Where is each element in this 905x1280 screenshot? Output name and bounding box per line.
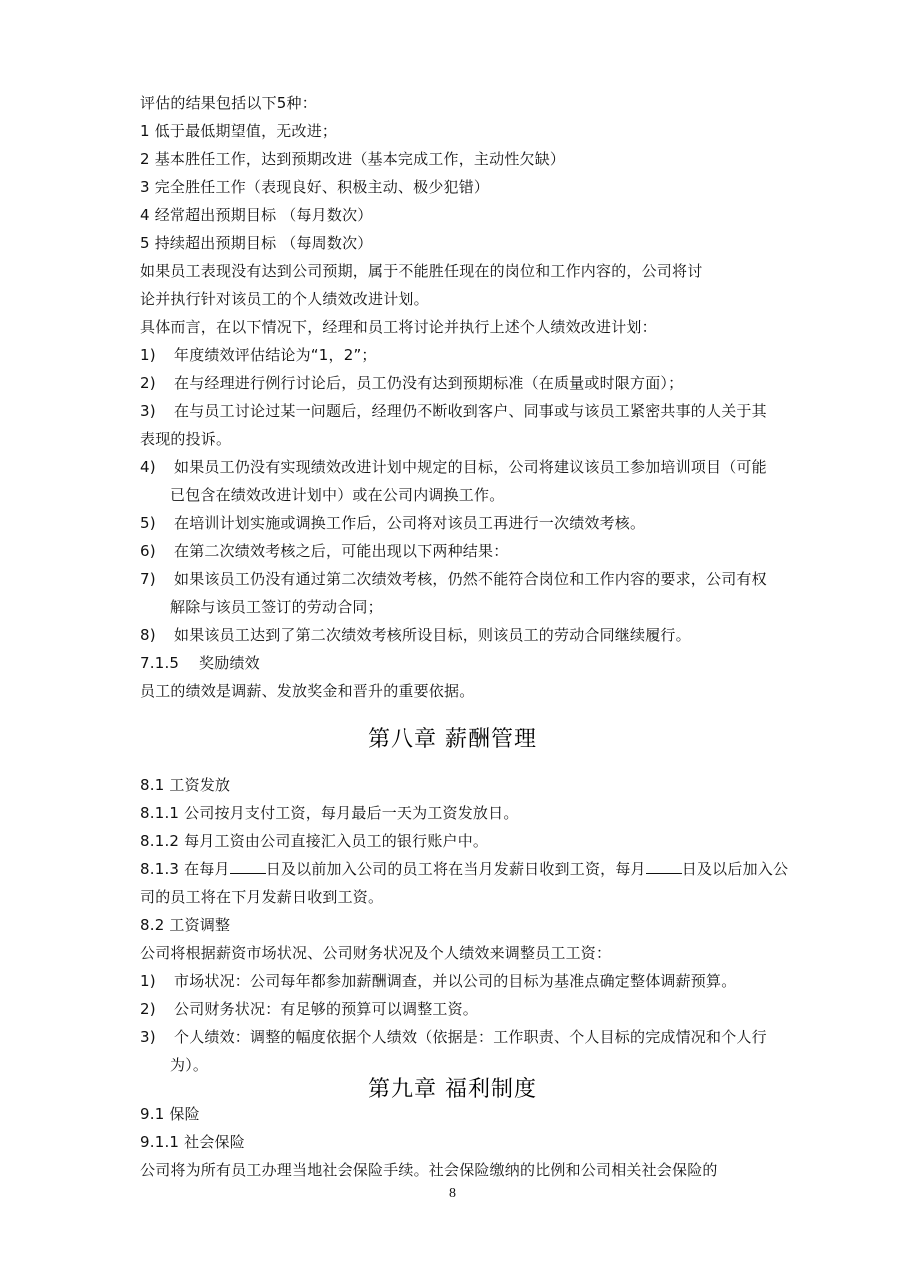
section-9-1-1-heading: 9.1.1 社会保险 [140, 1133, 245, 1151]
salary-item-2-number: 2) [140, 1000, 156, 1018]
item-1-number: 1) [140, 346, 156, 364]
salary-item-1-text: 市场状况：公司每年都参加薪酬调查，并以公司的目标为基准点确定整体调薪预算。 [174, 972, 737, 990]
salary-item-3-number: 3) [140, 1028, 156, 1046]
item-8-number: 8) [140, 626, 156, 644]
result-3: 3 完全胜任工作（表现良好、积极主动、极少犯错） [140, 178, 490, 196]
item-3-continuation: 表现的投诉。 [140, 430, 232, 448]
section-8-1-3 [140, 859, 800, 879]
item-3-number: 3) [140, 402, 156, 420]
section-8-1-3-part-a: 8.1.3 在每月 [140, 860, 230, 878]
item-5-number: 5) [140, 514, 156, 532]
chapter-8-title: 第八章 薪酬管理 [368, 727, 537, 752]
salary-item-3-continuation: 为）。 [170, 1056, 209, 1074]
section-9-1-1-text: 公司将为所有员工办理当地社会保险手续。社会保险缴纳的比例和公司相关社会保险的 [140, 1161, 718, 1179]
result-1: 1 低于最低期望值，无改进； [140, 122, 338, 140]
section-9-1-heading: 9.1 保险 [140, 1105, 200, 1123]
item-8-text: 如果该员工达到了第二次绩效考核所设目标，则该员工的劳动合同继续履行。 [174, 626, 691, 644]
section-8-1-heading: 8.1 工资发放 [140, 776, 231, 794]
intro-text: 评估的结果包括以下5种： [140, 94, 317, 112]
section-7-1-5-text: 员工的绩效是调薪、发放奖金和晋升的重要依据。 [140, 682, 475, 700]
item-2-number: 2) [140, 374, 156, 392]
section-8-2-heading: 8.2 工资调整 [140, 916, 231, 934]
item-4-text: 如果员工仍没有实现绩效改进计划中规定的目标，公司将建议该员工参加培训项目（可能 [174, 458, 767, 476]
item-7-continuation: 解除与该员工签订的劳动合同； [170, 598, 383, 616]
section-7-1-5-heading: 7.1.5 奖励绩效 [140, 654, 260, 672]
item-6-number: 6) [140, 542, 156, 560]
paragraph-2: 具体而言，在以下情况下，经理和员工将讨论并执行上述个人绩效改进计划： [140, 318, 657, 336]
section-8-1-3-continuation: 司的员工将在下月发薪日收到工资。 [140, 888, 384, 906]
chapter-9-title: 第九章 福利制度 [368, 1077, 537, 1102]
salary-item-1-number: 1) [140, 972, 156, 990]
item-5-text: 在培训计划实施或调换工作后，公司将对该员工再进行一次绩效考核。 [174, 514, 646, 532]
section-8-1-3-part-b: 日及以前加入公司的员工将在当月发薪日收到工资，每月 [265, 860, 646, 878]
item-2-text: 在与经理进行例行讨论后，员工仍没有达到预期标准（在质量或时限方面）； [174, 374, 684, 392]
salary-item-2-text: 公司财务状况：有足够的预算可以调整工资。 [174, 1000, 479, 1018]
blank-day-field-2 [646, 859, 682, 874]
item-3-text: 在与员工讨论过某一问题后，经理仍不断收到客户、同事或与该员工紧密共事的人关于其 [174, 402, 767, 420]
page-number: 8 [449, 1186, 456, 1201]
item-6-text: 在第二次绩效考核之后，可能出现以下两种结果： [174, 542, 509, 560]
item-4-number: 4) [140, 458, 156, 476]
result-4: 4 经常超出预期目标 （每月数次） [140, 206, 373, 224]
item-4-continuation: 已包含在绩效改进计划中）或在公司内调换工作。 [170, 486, 505, 504]
paragraph-1-line-1: 如果员工表现没有达到公司预期，属于不能胜任现在的岗位和工作内容的，公司将讨 [140, 262, 703, 280]
item-7-text: 如果该员工仍没有通过第二次绩效考核，仍然不能符合岗位和工作内容的要求，公司有权 [174, 570, 767, 588]
item-7-number: 7) [140, 570, 156, 588]
section-8-1-3-part-c: 日及以后加入公 [681, 860, 789, 878]
result-2: 2 基本胜任工作，达到预期改进（基本完成工作，主动性欠缺） [140, 150, 566, 168]
item-1-text: 年度绩效评估结论为“1，2”； [174, 346, 377, 364]
blank-day-field-1 [230, 859, 266, 874]
paragraph-1-line-2: 论并执行针对该员工的个人绩效改进计划。 [140, 290, 429, 308]
salary-item-3-text: 个人绩效：调整的幅度依据个人绩效（依据是：工作职责、个人目标的完成情况和个人行 [174, 1028, 767, 1046]
section-8-2-intro: 公司将根据薪资市场状况、公司财务状况及个人绩效来调整员工工资： [140, 944, 612, 962]
section-8-1-2: 8.1.2 每月工资由公司直接汇入员工的银行账户中。 [140, 832, 489, 850]
result-5: 5 持续超出预期目标 （每周数次） [140, 234, 373, 252]
section-8-1-1: 8.1.1 公司按月支付工资，每月最后一天为工资发放日。 [140, 804, 519, 822]
